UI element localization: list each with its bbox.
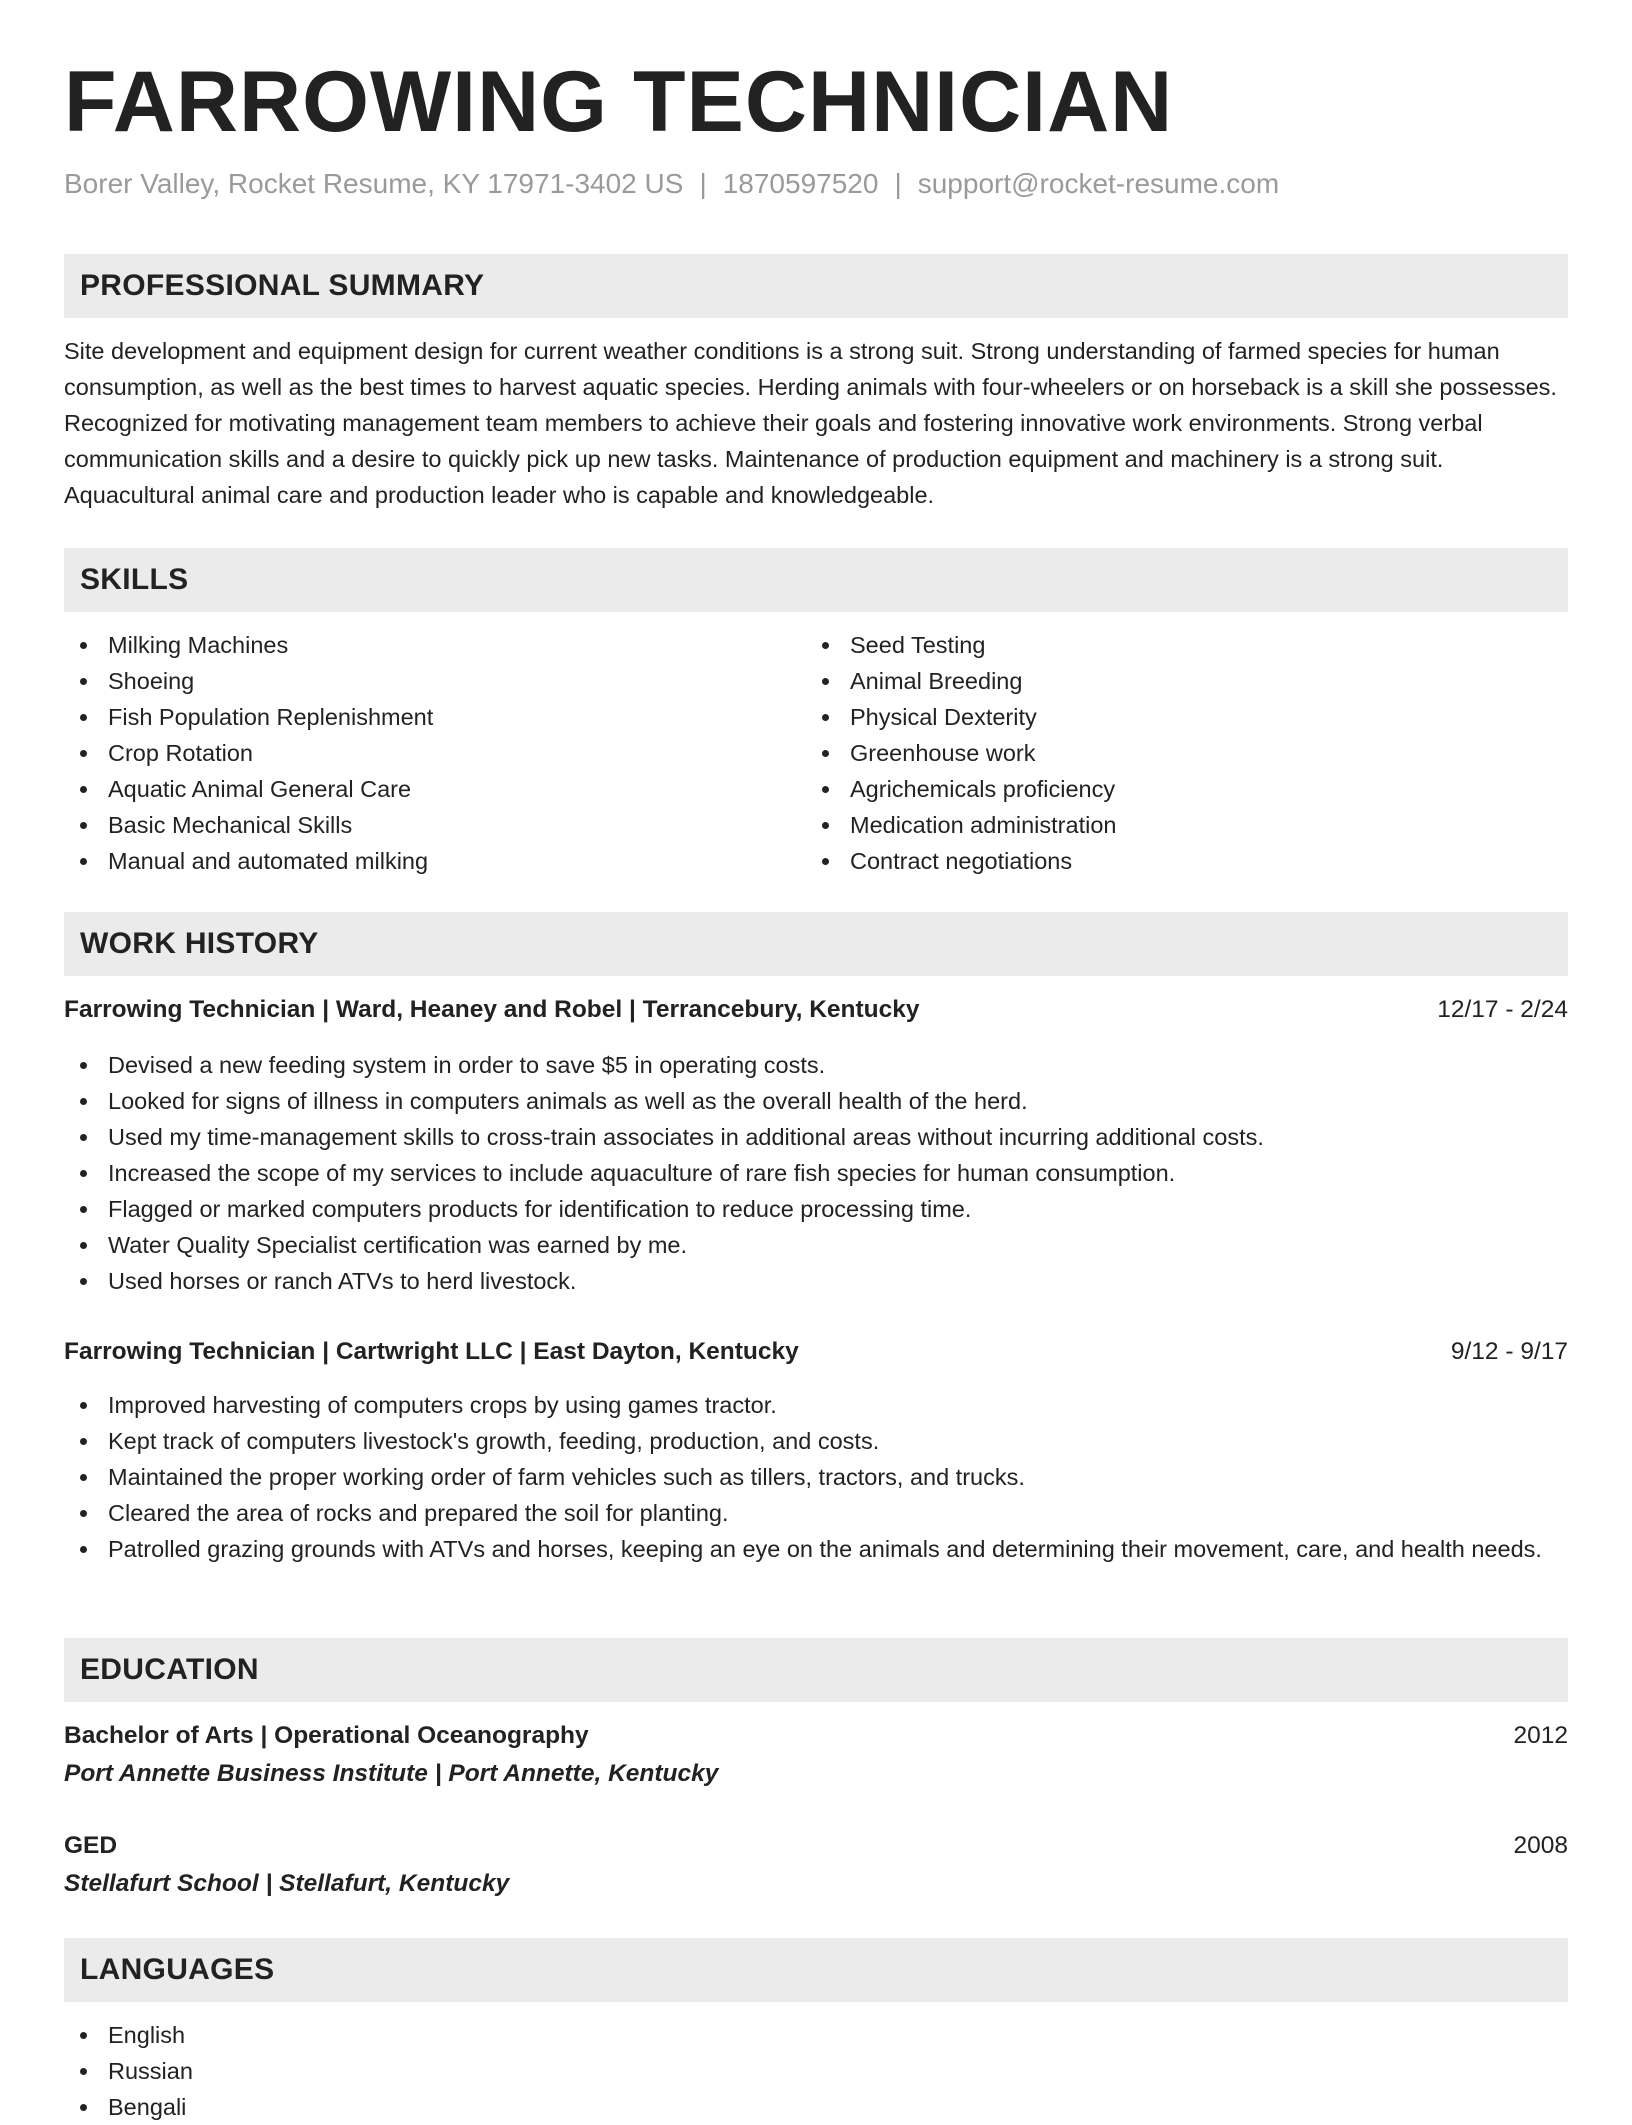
summary-text: Site development and equipment design for current weather conditions is a strong suit. Strong understanding of farmed species for human consumption, as well as the best times to harvest aquatic species. Herding animals with four-wheelers or on horseback is a skill she possesses. Recognized for motivating management team members to achieve their goals and fostering innovative work environments. Strong verbal communication skills and a desire to quickly pick up new tasks. Maintenance of production equipment and machinery is a strong suit. Aquacultural animal care and production leader who is capable and knowledgeable.: [64, 338, 1557, 508]
school-name: Stellafurt School | Stellafurt, Kentucky: [64, 1870, 510, 1897]
job-title: Farrowing Technician | Ward, Heaney and Robel | Terrancebury, Kentucky: [64, 996, 920, 1023]
skill-item: Basic Mechanical Skills: [64, 807, 764, 843]
skill-item: Shoeing: [64, 663, 764, 699]
skill-item: Agrichemicals proficiency: [806, 771, 1506, 807]
school-name: Port Annette Business Institute | Port Annette, Kentucky: [64, 1760, 719, 1787]
languages-list: [64, 2017, 1568, 2125]
section-header-skills: [64, 548, 1568, 612]
job-bullet: Looked for signs of illness in computers animals as well as the overall health of the herd.: [64, 1083, 1568, 1119]
section-title: EDUCATION: [80, 1653, 259, 1686]
skill-item: Crop Rotation: [64, 735, 764, 771]
degree-title: GED: [64, 1832, 118, 1859]
language-item: Bengali: [64, 2089, 1568, 2125]
job-bullet: Used my time-management skills to cross-train associates in additional areas without incurring additional costs.: [64, 1119, 1568, 1155]
contact-phone: 1870597520: [722, 168, 879, 199]
section-header-education: [64, 1638, 1568, 1702]
candidate-name: FARROWING TECHNICIAN: [64, 54, 1174, 150]
job-bullet: Improved harvesting of computers crops by using games tractor.: [64, 1387, 1568, 1423]
skill-item: Milking Machines: [64, 627, 764, 663]
section-title: SKILLS: [80, 563, 189, 596]
job-bullet: Kept track of computers livestock's growth, feeding, production, and costs.: [64, 1423, 1568, 1459]
job-header: [64, 992, 1568, 1028]
skill-item: Greenhouse work: [806, 735, 1506, 771]
skill-item: Seed Testing: [806, 627, 1506, 663]
job-bullets: [64, 1387, 1568, 1567]
skill-item: Medication administration: [806, 807, 1506, 843]
job-bullet: Maintained the proper working order of farm vehicles such as tillers, tractors, and trucks.: [64, 1459, 1568, 1495]
section-header-work-history: [64, 912, 1568, 976]
education-header: [64, 1828, 1568, 1864]
job-header: [64, 1334, 1568, 1370]
education-year: 2012: [1513, 1722, 1568, 1749]
contact-separator: |: [699, 168, 707, 199]
job-bullet: Used horses or ranch ATVs to herd livestock.: [64, 1263, 1568, 1299]
contact-email: support@rocket-resume.com: [917, 168, 1280, 199]
degree-title: Bachelor of Arts | Operational Oceanography: [64, 1722, 589, 1749]
section-header-languages: [64, 1938, 1568, 2002]
contact-line: [64, 166, 1279, 202]
job-bullet: Water Quality Specialist certification was earned by me.: [64, 1227, 1568, 1263]
job-bullet: Patrolled grazing grounds with ATVs and horses, keeping an eye on the animals and determining their movement, care, and health needs.: [64, 1531, 1568, 1567]
section-title: PROFESSIONAL SUMMARY: [80, 269, 485, 302]
language-item: English: [64, 2017, 1568, 2053]
job-bullets: [64, 1047, 1568, 1299]
contact-separator: |: [894, 168, 902, 199]
skills-column-right: [806, 627, 1506, 879]
job-bullet: Increased the scope of my services to include aquaculture of rare fish species for human consumption.: [64, 1155, 1568, 1191]
job-bullet: Cleared the area of rocks and prepared the soil for planting.: [64, 1495, 1568, 1531]
section-title: WORK HISTORY: [80, 927, 319, 960]
skill-item: Manual and automated milking: [64, 843, 764, 879]
language-item: Russian: [64, 2053, 1568, 2089]
section-header-summary: [64, 254, 1568, 318]
job-title: Farrowing Technician | Cartwright LLC | East Dayton, Kentucky: [64, 1338, 799, 1365]
skill-item: Aquatic Animal General Care: [64, 771, 764, 807]
education-header: [64, 1718, 1568, 1754]
skill-item: Contract negotiations: [806, 843, 1506, 879]
skill-item: Animal Breeding: [806, 663, 1506, 699]
skill-item: Fish Population Replenishment: [64, 699, 764, 735]
skill-item: Physical Dexterity: [806, 699, 1506, 735]
job-dates: 9/12 - 9/17: [1450, 1338, 1568, 1365]
job-bullet: Flagged or marked computers products for identification to reduce processing time.: [64, 1191, 1568, 1227]
job-bullet: Devised a new feeding system in order to save $5 in operating costs.: [64, 1047, 1568, 1083]
contact-address: Borer Valley, Rocket Resume, KY 17971-3402 US: [64, 168, 684, 199]
education-year: 2008: [1513, 1832, 1568, 1859]
section-title: LANGUAGES: [80, 1953, 275, 1986]
job-dates: 12/17 - 2/24: [1437, 996, 1568, 1023]
skills-column-left: [64, 627, 764, 879]
